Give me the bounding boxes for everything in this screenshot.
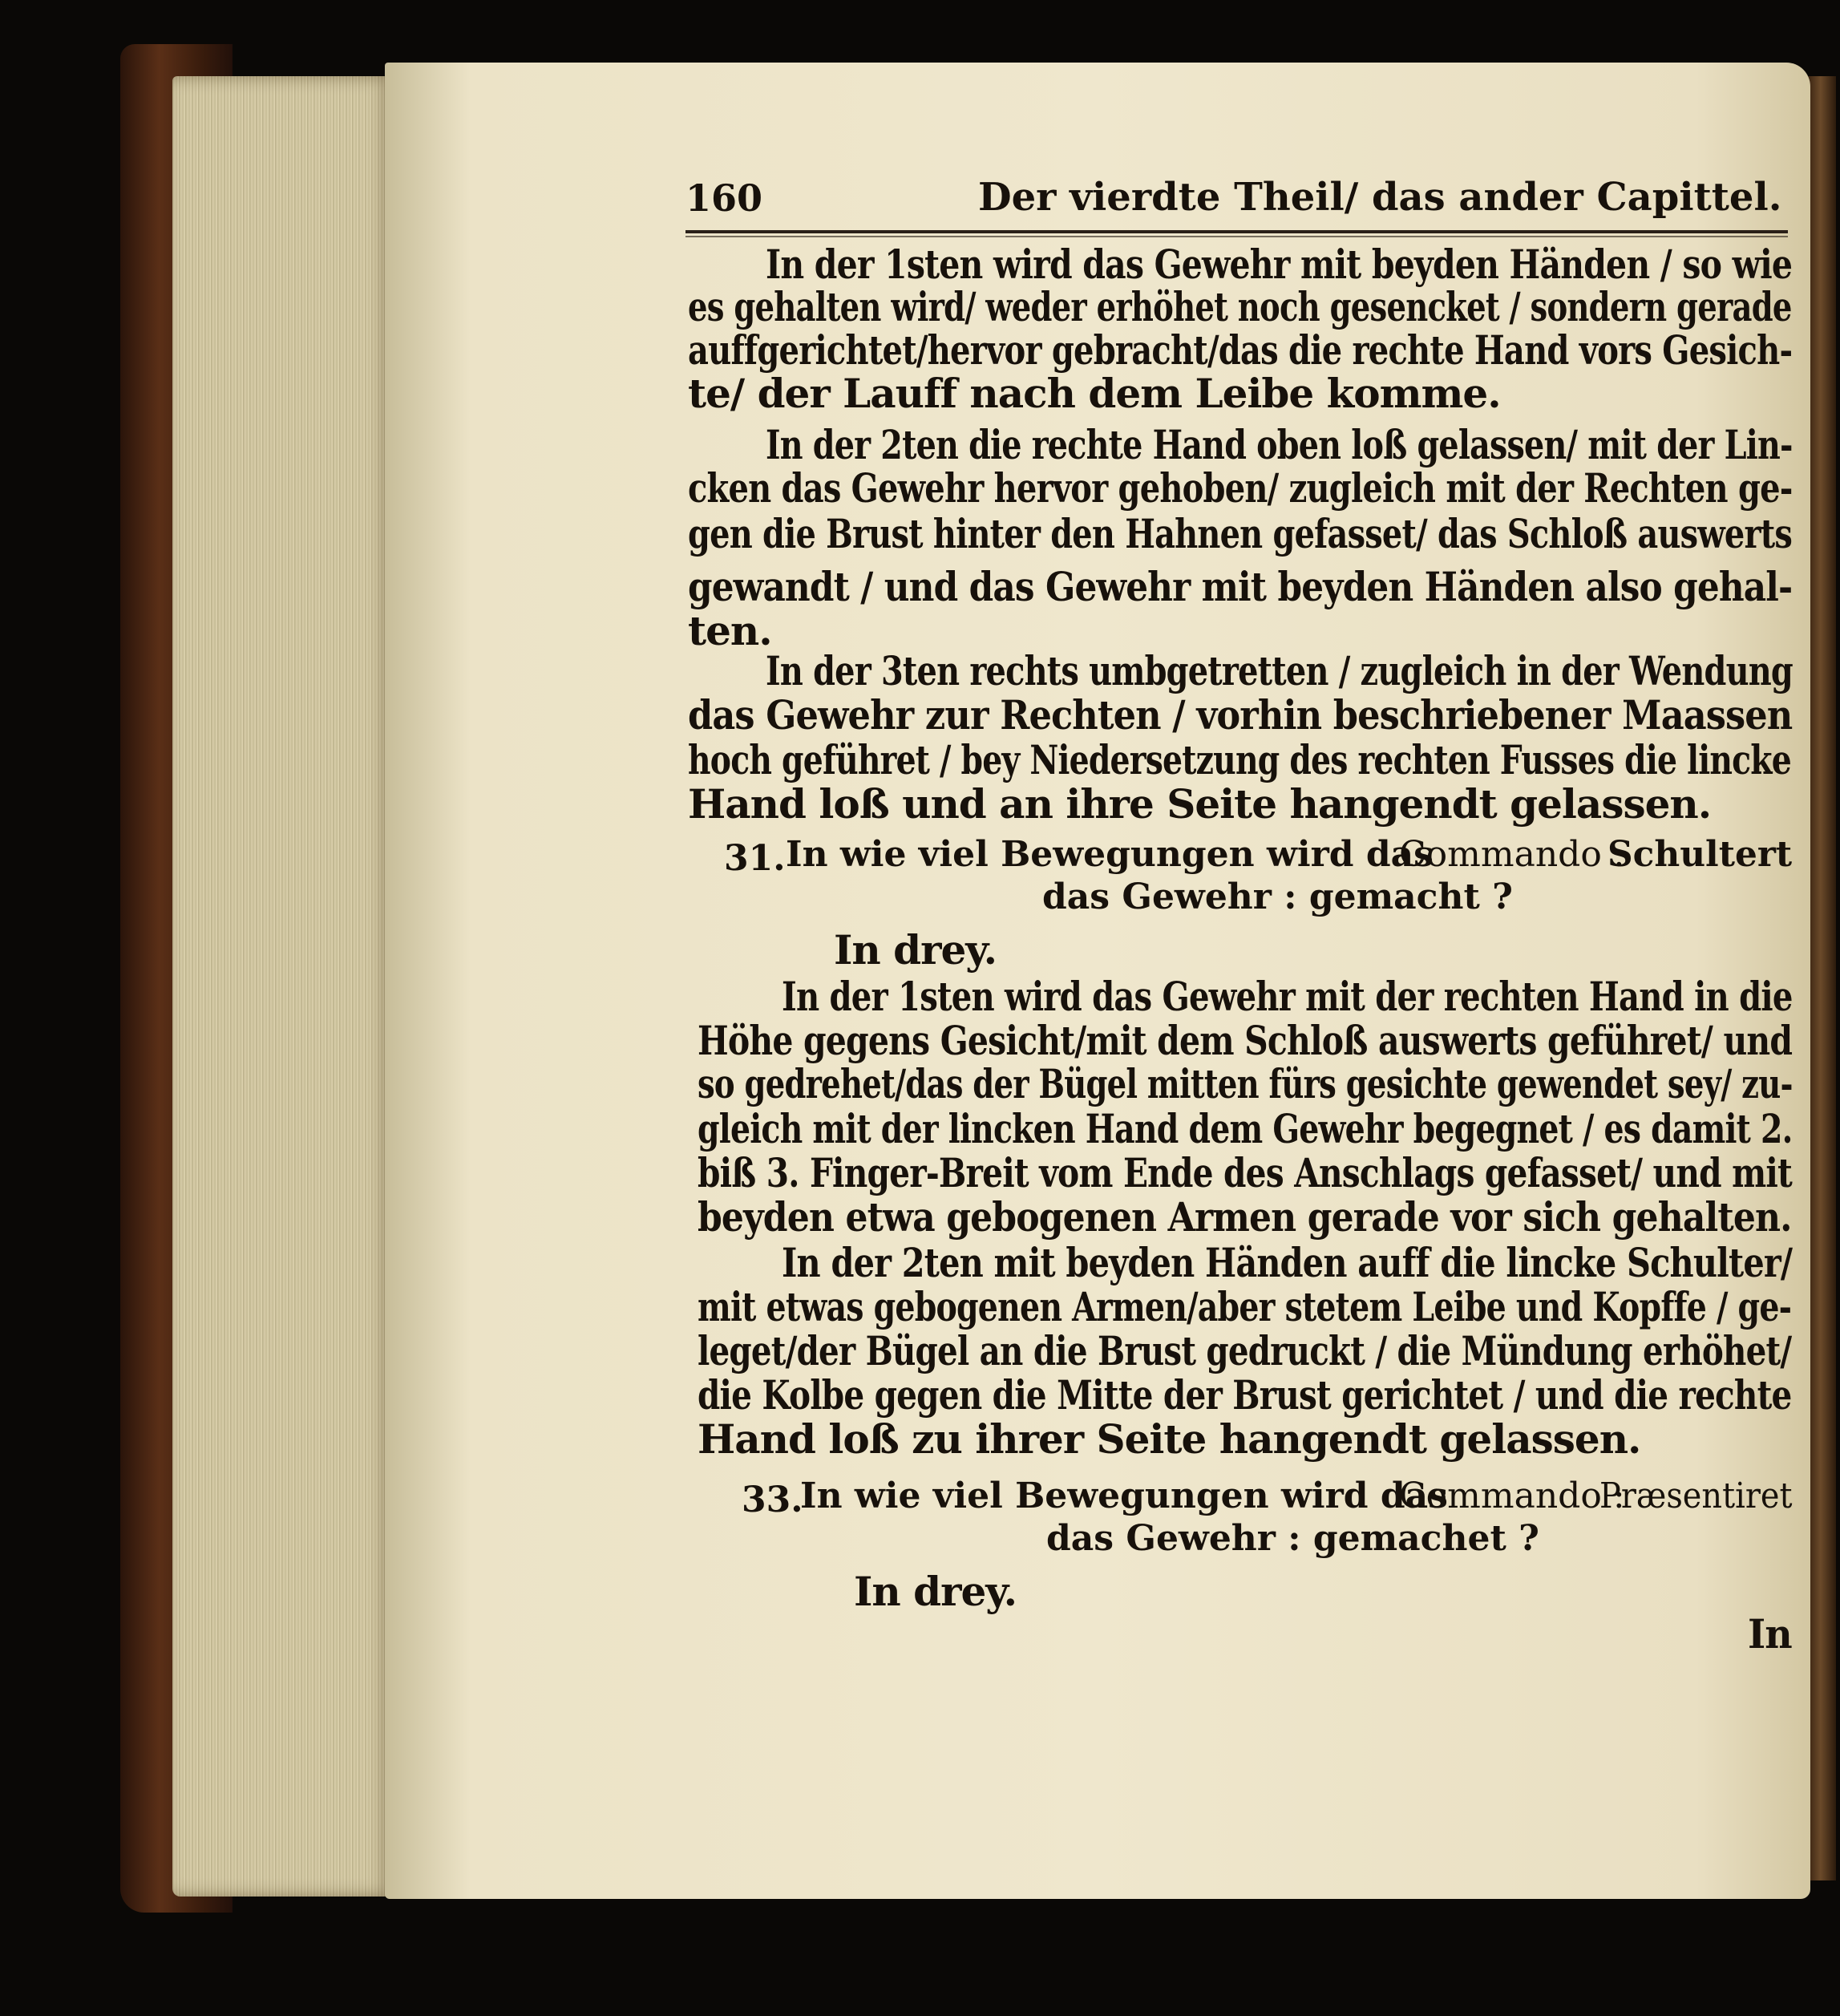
answer-31: In drey. (834, 926, 997, 974)
question-text: In wie viel Bewegungen wird das (800, 1476, 1448, 1516)
text-line: leget/der Bügel an die Brust gedruckt / die Mündung erhöhet/ (698, 1327, 1792, 1374)
next-page-edge (1808, 76, 1836, 1880)
text-line: gleich mit der lincken Hand dem Gewehr begegnet / es damit 2. (698, 1105, 1793, 1152)
header-rule (685, 230, 1788, 233)
text-line: das Gewehr zur Rechten / vorhin beschriebener Maassen (688, 691, 1793, 739)
command-order-continued: das Gewehr : gemacht ? (1042, 876, 1513, 917)
text-line: cken das Gewehr hervor gehoben/ zugleich mit der Rechten ge- (688, 464, 1793, 512)
command-order-continued: das Gewehr : gemachet ? (1046, 1518, 1539, 1559)
command-order: Schultert (1607, 834, 1793, 875)
text-line: gen die Brust hinter den Hahnen gefasset/ das Schloß auswerts (688, 510, 1793, 557)
command-word: Commando : (1399, 834, 1625, 875)
text-line: es gehalten wird/ weder erhöhet noch gesencket / sondern gerade (688, 283, 1792, 330)
text-line: Hand loß und an ihre Seite hangendt gelassen. (688, 780, 1712, 828)
text-line: mit etwas gebogenen Armen/aber stetem Leibe und Kopffe / ge- (698, 1283, 1792, 1330)
text-line: so gedrehet/das der Bügel mitten fürs gesichte gewendet sey/ zu- (698, 1060, 1793, 1107)
question-number: 31. (724, 838, 786, 879)
text-line: te/ der Lauff nach dem Leibe komme. (688, 370, 1501, 417)
text-line: In der 2ten die rechte Hand oben loß gelassen/ mit der Lin- (766, 421, 1793, 468)
text-line: biß 3. Finger-Breit vom Ende des Anschlags gefasset/ und mit (698, 1149, 1792, 1196)
text-line: In der 1sten wird das Gewehr mit der rechten Hand in die (782, 973, 1793, 1020)
page-edges (172, 76, 393, 1897)
text-line: In der 1sten wird das Gewehr mit beyden Händen / so wie (766, 241, 1793, 288)
question-number: 33. (742, 1480, 803, 1520)
text-line: Hand loß zu ihrer Seite hangendt gelassen. (698, 1415, 1641, 1463)
text-line: Höhe gegens Gesicht/mit dem Schloß auswerts geführet/ und (698, 1017, 1793, 1064)
question-text: In wie viel Bewegungen wird das (786, 834, 1434, 875)
text-line: die Kolbe gegen die Mitte der Brust gerichtet / und die rechte (698, 1371, 1792, 1419)
page-number: 160 (685, 176, 763, 220)
command-word: Commando : (1399, 1476, 1625, 1516)
catchword: In (1748, 1610, 1792, 1658)
text-line: In der 3ten rechts umbgetretten / zugleich in der Wendung (766, 647, 1793, 694)
text-line: hoch geführet / bey Niedersetzung des rechten Fusses die lincke (688, 736, 1791, 783)
text-line: In der 2ten mit beyden Händen auff die lincke Schulter/ (782, 1239, 1793, 1286)
text-line: auffgerichtet/hervor gebracht/das die rechte Hand vors Gesich- (688, 326, 1793, 374)
text-line: beyden etwa gebogenen Armen gerade vor sich gehalten. (698, 1193, 1792, 1241)
text-line: gewandt / und das Gewehr mit beyden Händen also gehal- (688, 563, 1793, 610)
answer-33: In drey. (854, 1568, 1017, 1615)
running-title: Der vierdte Theil/ das ander Capittel. (978, 175, 1782, 220)
header-rule-thin (685, 236, 1788, 237)
command-order: Præsentiret (1599, 1476, 1793, 1516)
text-line: ten. (688, 607, 772, 654)
